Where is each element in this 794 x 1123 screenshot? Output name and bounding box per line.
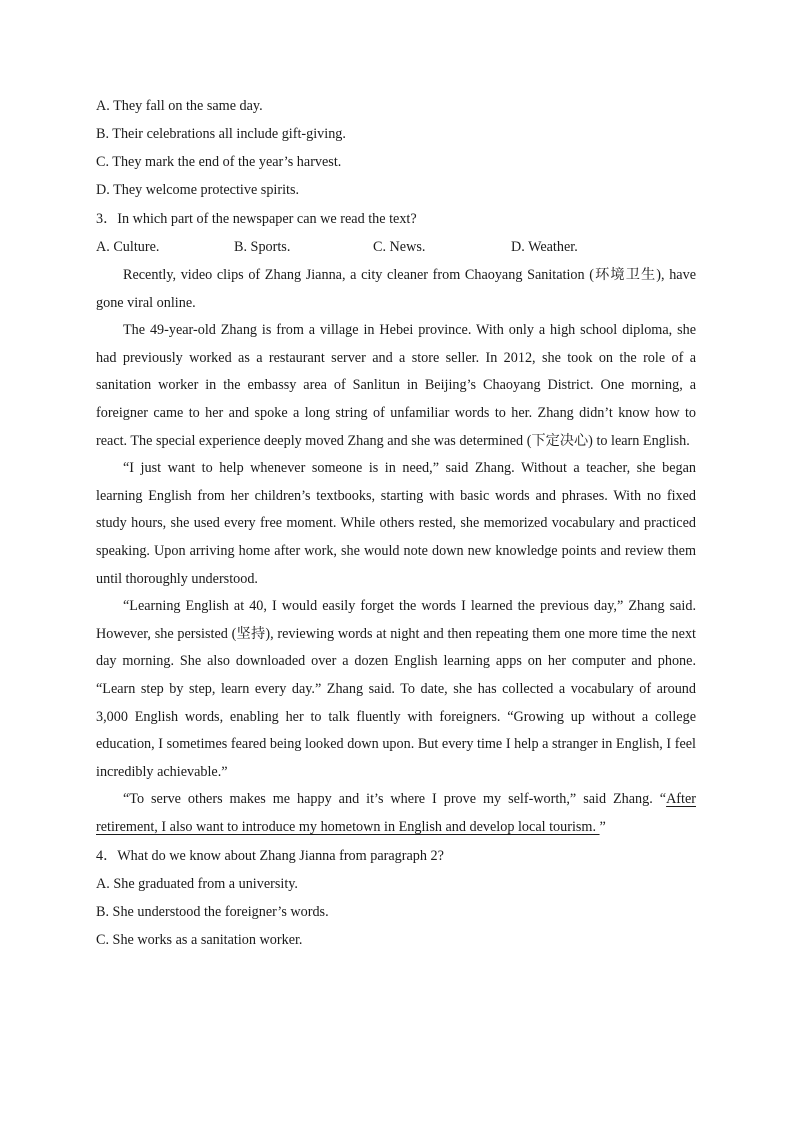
option-b: B. She understood the foreigner’s words.	[96, 904, 329, 921]
option-c: C. News.	[373, 239, 426, 255]
passage-paragraph-4: “Learning English at 40, I would easily forget the words I learned the previous day,” Zhang said. However, she persisted (坚持), reviewing words at night and then repeating them one more time the next day morning. She also downloaded over a dozen English learning apps on her computer and phone. “Learn step by step, learn every day.” Zhang said. To date, she has collected a vocabulary of around 3,000 English words, enabling her to talk fluently with foreigners. “Growing up without a college education, I sometimes feared being looked down upon. But every time I help a stranger in English, I feel incredibly achievable.”	[96, 598, 696, 780]
paragraph-5-text: “To serve others makes me happy and it’s where I prove my self-worth,” said Zhang. “	[123, 791, 667, 808]
option-c: C. She works as a sanitation worker.	[96, 932, 303, 949]
option-c: C. They mark the end of the year’s harvest.	[96, 154, 342, 170]
question-4-options	[96, 870, 696, 954]
option-b: B. Their celebrations all include gift-giving.	[96, 126, 346, 142]
option-d: D. Weather.	[511, 239, 578, 255]
q2-options	[96, 92, 696, 204]
option-b: B. Sports.	[234, 239, 291, 255]
passage-paragraph-1: Recently, video clips of Zhang Jianna, a city cleaner from Chaoyang Sanitation (环境卫生), have gone viral online.	[96, 267, 696, 311]
reading-passage	[96, 262, 696, 841]
option-a: A. They fall on the same day.	[96, 98, 263, 114]
question-3-options	[96, 233, 696, 261]
option-d: D. They welcome protective spirits.	[96, 182, 300, 198]
question-3-stem: 3．In which part of the newspaper can we read the text?	[96, 211, 417, 227]
underlined-sentence: After retirement, I also want to introduce my hometown in English and develop local tourism.	[96, 791, 696, 835]
document-page	[96, 92, 696, 954]
passage-paragraph-5	[96, 786, 696, 841]
question-4-stem: 4．What do we know about Zhang Jianna from paragraph 2?	[96, 848, 444, 865]
passage-paragraph-3: “I just want to help whenever someone is in need,” said Zhang. Without a teacher, she began learning English from her children’s textbooks, starting with basic words and phrases. With no fixed study hours, she used every free moment. While others rested, she memorized vocabulary and practiced speaking. Upon arriving home after work, she would note down new knowledge points and review them until thoroughly understood.	[96, 460, 696, 587]
closing-quote: ”	[599, 818, 606, 835]
option-a: A. She graduated from a university.	[96, 876, 298, 893]
option-a: A. Culture.	[96, 239, 160, 255]
passage-paragraph-2: The 49-year-old Zhang is from a village in Hebei province. With only a high school diploma, she had previously worked as a restaurant server and a store seller. In 2012, she took on the role of a sanitation worker in the embassy area of Sanlitun in Beijing’s Chaoyang District. One morning, a foreigner came to her and spoke a long string of unfamiliar words to her. Zhang didn’t know how to react. The special experience deeply moved Zhang and she was determined (下定决心) to learn English.	[96, 322, 696, 449]
